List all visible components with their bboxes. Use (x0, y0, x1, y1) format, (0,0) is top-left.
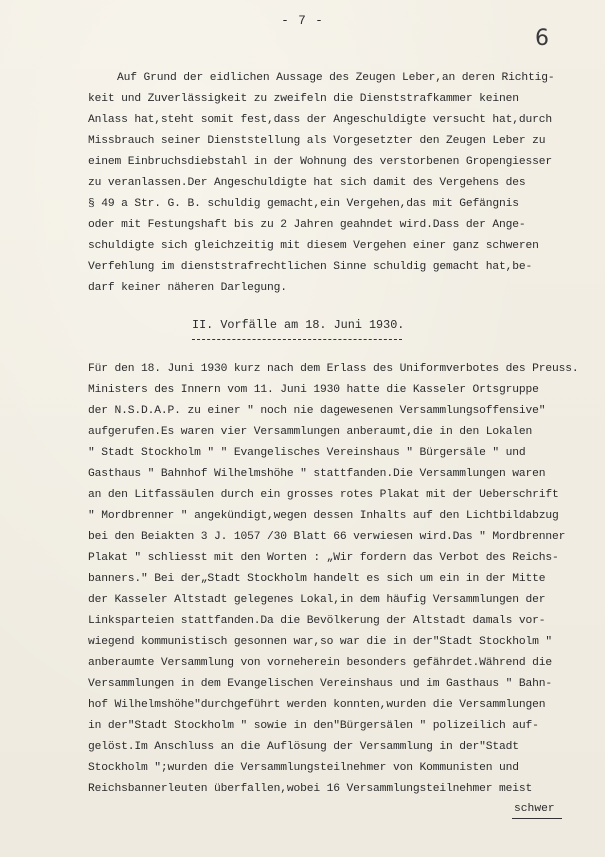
text-line: an den Litfassäulen durch ein grosses rotes Plakat mit der Ueberschrift (88, 489, 559, 501)
text-line: Reichsbannerleuten überfallen,wobei 16 Versammlungsteilnehmer meist (88, 783, 533, 795)
text-line: Ministers des Innern vom 11. Juni 1930 hatte die Kasseler Ortsgruppe (88, 384, 539, 396)
text-line: bei den Beiakten 3 J. 1057 /30 Blatt 66 verwiesen wird.Das " Mordbrenner (88, 531, 566, 543)
text-line: zu veranlassen.Der Angeschuldigte hat sich damit des Vergehens des (88, 177, 526, 189)
text-line: anberaumte Versammlung von vorneherein besonders gefährdet.Während die (88, 657, 553, 669)
heading-underline (192, 339, 402, 340)
page-number: - 7 - (281, 14, 324, 28)
text-line: keit und Zuverlässigkeit zu zweifeln die Dienststrafkammer keinen (88, 93, 519, 105)
text-line: Versammlungen in dem Evangelischen Vereinshaus und im Gasthaus " Bahn- (88, 678, 553, 690)
text-line: § 49 a Str. G. B. schuldig gemacht,ein Vergehen,das mit Gefängnis (88, 198, 519, 210)
catchword-underline (512, 818, 562, 819)
text-line: der N.S.D.A.P. zu einer " noch nie dagewesenen Versammlungsoffensive" (88, 405, 546, 417)
text-line: banners." Bei der„Stadt Stockholm handelt es sich um ein in der Mitte (88, 573, 546, 585)
text-line: der Kasseler Altstadt gelegenes Lokal,in dem häufig Versammlungen der (88, 594, 546, 606)
text-line: Auf Grund der eidlichen Aussage des Zeugen Leber,an deren Richtig- (117, 72, 555, 84)
text-line: einem Einbruchsdiebstahl in der Wohnung des verstorbenen Gropengiesser (88, 156, 553, 168)
text-line: Linksparteien stattfanden.Da die Bevölkerung der Altstadt damals vor- (88, 615, 546, 627)
sheet-number: 6 (535, 26, 549, 51)
text-line: oder mit Festungshaft bis zu 2 Jahren geahndet wird.Dass der Ange- (88, 219, 526, 231)
text-line: in der"Stadt Stockholm " sowie in den"Bürgersälen " polizeilich auf- (88, 720, 539, 732)
text-line: Stockholm ";wurden die Versammlungsteilnehmer von Kommunisten und (88, 762, 519, 774)
catchword: schwer (514, 803, 555, 815)
text-line: Anlass hat,steht somit fest,dass der Angeschuldigte versucht hat,durch (88, 114, 553, 126)
text-line: Für den 18. Juni 1930 kurz nach dem Erlass des Uniformverbotes des Preuss. (88, 363, 579, 375)
text-line: schuldigte sich gleichzeitig mit diesem Vergehen einer ganz schweren (88, 240, 539, 252)
text-line: gelöst.Im Anschluss an die Auflösung der Versammlung in der"Stadt (88, 741, 519, 753)
text-line: " Stadt Stockholm " " Evangelisches Vereinshaus " Bürgersäle " und (88, 447, 526, 459)
text-line: " Mordbrenner " angekündigt,wegen dessen Inhalts auf den Lichtbildabzug (88, 510, 559, 522)
text-line: darf keiner näheren Darlegung. (88, 282, 287, 294)
text-line: hof Wilhelmshöhe"durchgeführt werden konnten,wurden die Versammlungen (88, 699, 546, 711)
text-line: Gasthaus " Bahnhof Wilhelmshöhe " stattfanden.Die Versammlungen waren (88, 468, 546, 480)
text-line: wiegend kommunistisch gesonnen war,so war die in der"Stadt Stockholm " (88, 636, 553, 648)
text-line: aufgerufen.Es waren vier Versammlungen anberaumt,die in den Lokalen (88, 426, 533, 438)
text-line: Missbrauch seiner Dienststellung als Vorgesetzter den Zeugen Leber zu (88, 135, 546, 147)
section-heading: II. Vorfälle am 18. Juni 1930. (192, 318, 405, 332)
text-line: Plakat " schliesst mit den Worten : „Wir fordern das Verbot des Reichs- (88, 552, 559, 564)
text-line: Verfehlung im dienststrafrechtlichen Sinne schuldig gemacht hat,be- (88, 261, 533, 273)
